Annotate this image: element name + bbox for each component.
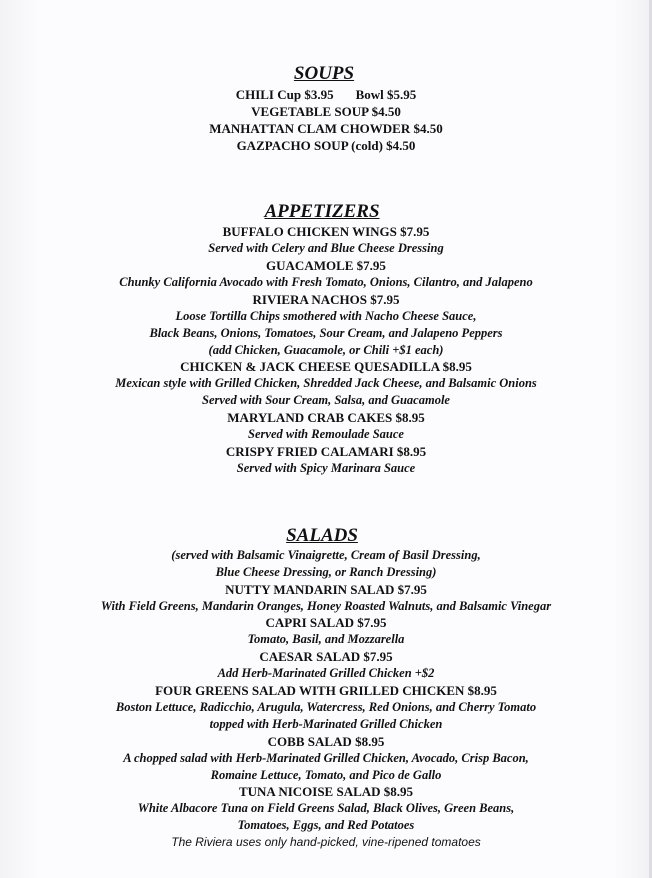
- item-note: (add Chicken, Guacamole, or Chili +$1 each): [208, 343, 444, 357]
- item-description: A chopped salad with Herb-Marinated Grilled Chicken, Avocado, Crisp Bacon,: [123, 751, 529, 765]
- menu-item-buffalo-wings: BUFFALO CHICKEN WINGS $7.95: [222, 224, 430, 239]
- item-description: With Field Greens, Mandarin Oranges, Honey Roasted Walnuts, and Balsamic Vinegar: [100, 599, 552, 613]
- item-description: Served with Remoulade Sauce: [248, 427, 404, 441]
- item-description: Black Beans, Onions, Tomatoes, Sour Cream, and Jalapeno Peppers: [149, 326, 503, 340]
- tomato-footnote: The Riviera uses only hand-picked, vine-ripened tomatoes: [171, 835, 481, 849]
- menu-item-quesadilla: CHICKEN & JACK CHEESE QUESADILLA $8.95: [180, 359, 472, 374]
- item-description: Romaine Lettuce, Tomato, and Pico de Gallo: [210, 768, 442, 782]
- item-description: Mexican style with Grilled Chicken, Shredded Jack Cheese, and Balsamic Onions: [115, 376, 537, 390]
- item-description: Tomato, Basil, and Mozzarella: [247, 632, 405, 646]
- item-description: Boston Lettuce, Radicchio, Arugula, Watercress, Red Onions, and Cherry Tomato: [115, 700, 537, 714]
- menu-item-tuna-nicoise: TUNA NICOISE SALAD $8.95: [238, 784, 414, 799]
- item-description: White Albacore Tuna on Field Greens Salad, Black Olives, Green Beans,: [137, 801, 515, 815]
- menu-item-four-greens: FOUR GREENS SALAD WITH GRILLED CHICKEN $8.95: [155, 683, 497, 698]
- soups-heading: SOUPS: [293, 63, 355, 84]
- menu-item-caesar-salad: CAESAR SALAD $7.95: [259, 649, 393, 664]
- menu-item-vegetable-soup: VEGETABLE SOUP $4.50: [251, 104, 401, 119]
- menu-item-gazpacho: GAZPACHO SOUP (cold) $4.50: [236, 138, 416, 153]
- item-description: Served with Celery and Blue Cheese Dressing: [208, 241, 444, 255]
- item-description: Served with Spicy Marinara Sauce: [236, 461, 416, 475]
- salads-heading: SALADS: [286, 525, 358, 546]
- menu-item-chili: [0, 86, 652, 103]
- item-description: topped with Herb-Marinated Grilled Chicken: [209, 717, 443, 731]
- menu-item-nutty-mandarin: NUTTY MANDARIN SALAD $7.95: [225, 582, 427, 597]
- dressing-note: (served with Balsamic Vinaigrette, Cream of Basil Dressing,: [171, 548, 481, 562]
- menu-item-riviera-nachos: RIVIERA NACHOS $7.95: [252, 292, 400, 307]
- menu-item-calamari: CRISPY FRIED CALAMARI $8.95: [225, 444, 427, 459]
- item-description: Tomatoes, Eggs, and Red Potatoes: [237, 818, 415, 832]
- chili-bowl-price: Bowl $5.95: [355, 87, 417, 102]
- menu-item-guacamole: GUACAMOLE $7.95: [266, 258, 386, 273]
- dressing-note: Blue Cheese Dressing, or Ranch Dressing): [215, 565, 437, 579]
- chili-name: CHILI: [235, 87, 274, 102]
- item-description: Loose Tortilla Chips smothered with Nacho Cheese Sauce,: [175, 309, 477, 323]
- chili-cup-price: Cup $3.95: [277, 87, 334, 102]
- menu-item-crab-cakes: MARYLAND CRAB CAKES $8.95: [227, 410, 425, 425]
- menu-item-clam-chowder: MANHATTAN CLAM CHOWDER $4.50: [209, 121, 443, 136]
- menu-item-capri-salad: CAPRI SALAD $7.95: [265, 615, 387, 630]
- item-description: Chunky California Avocado with Fresh Tomato, Onions, Cilantro, and Jalapeno: [119, 275, 533, 289]
- appetizers-heading: APPETIZERS: [264, 201, 380, 222]
- item-note: Add Herb-Marinated Grilled Chicken +$2: [217, 666, 435, 680]
- menu-item-cobb-salad: COBB SALAD $8.95: [267, 734, 385, 749]
- item-description: Served with Sour Cream, Salsa, and Guacamole: [202, 393, 450, 407]
